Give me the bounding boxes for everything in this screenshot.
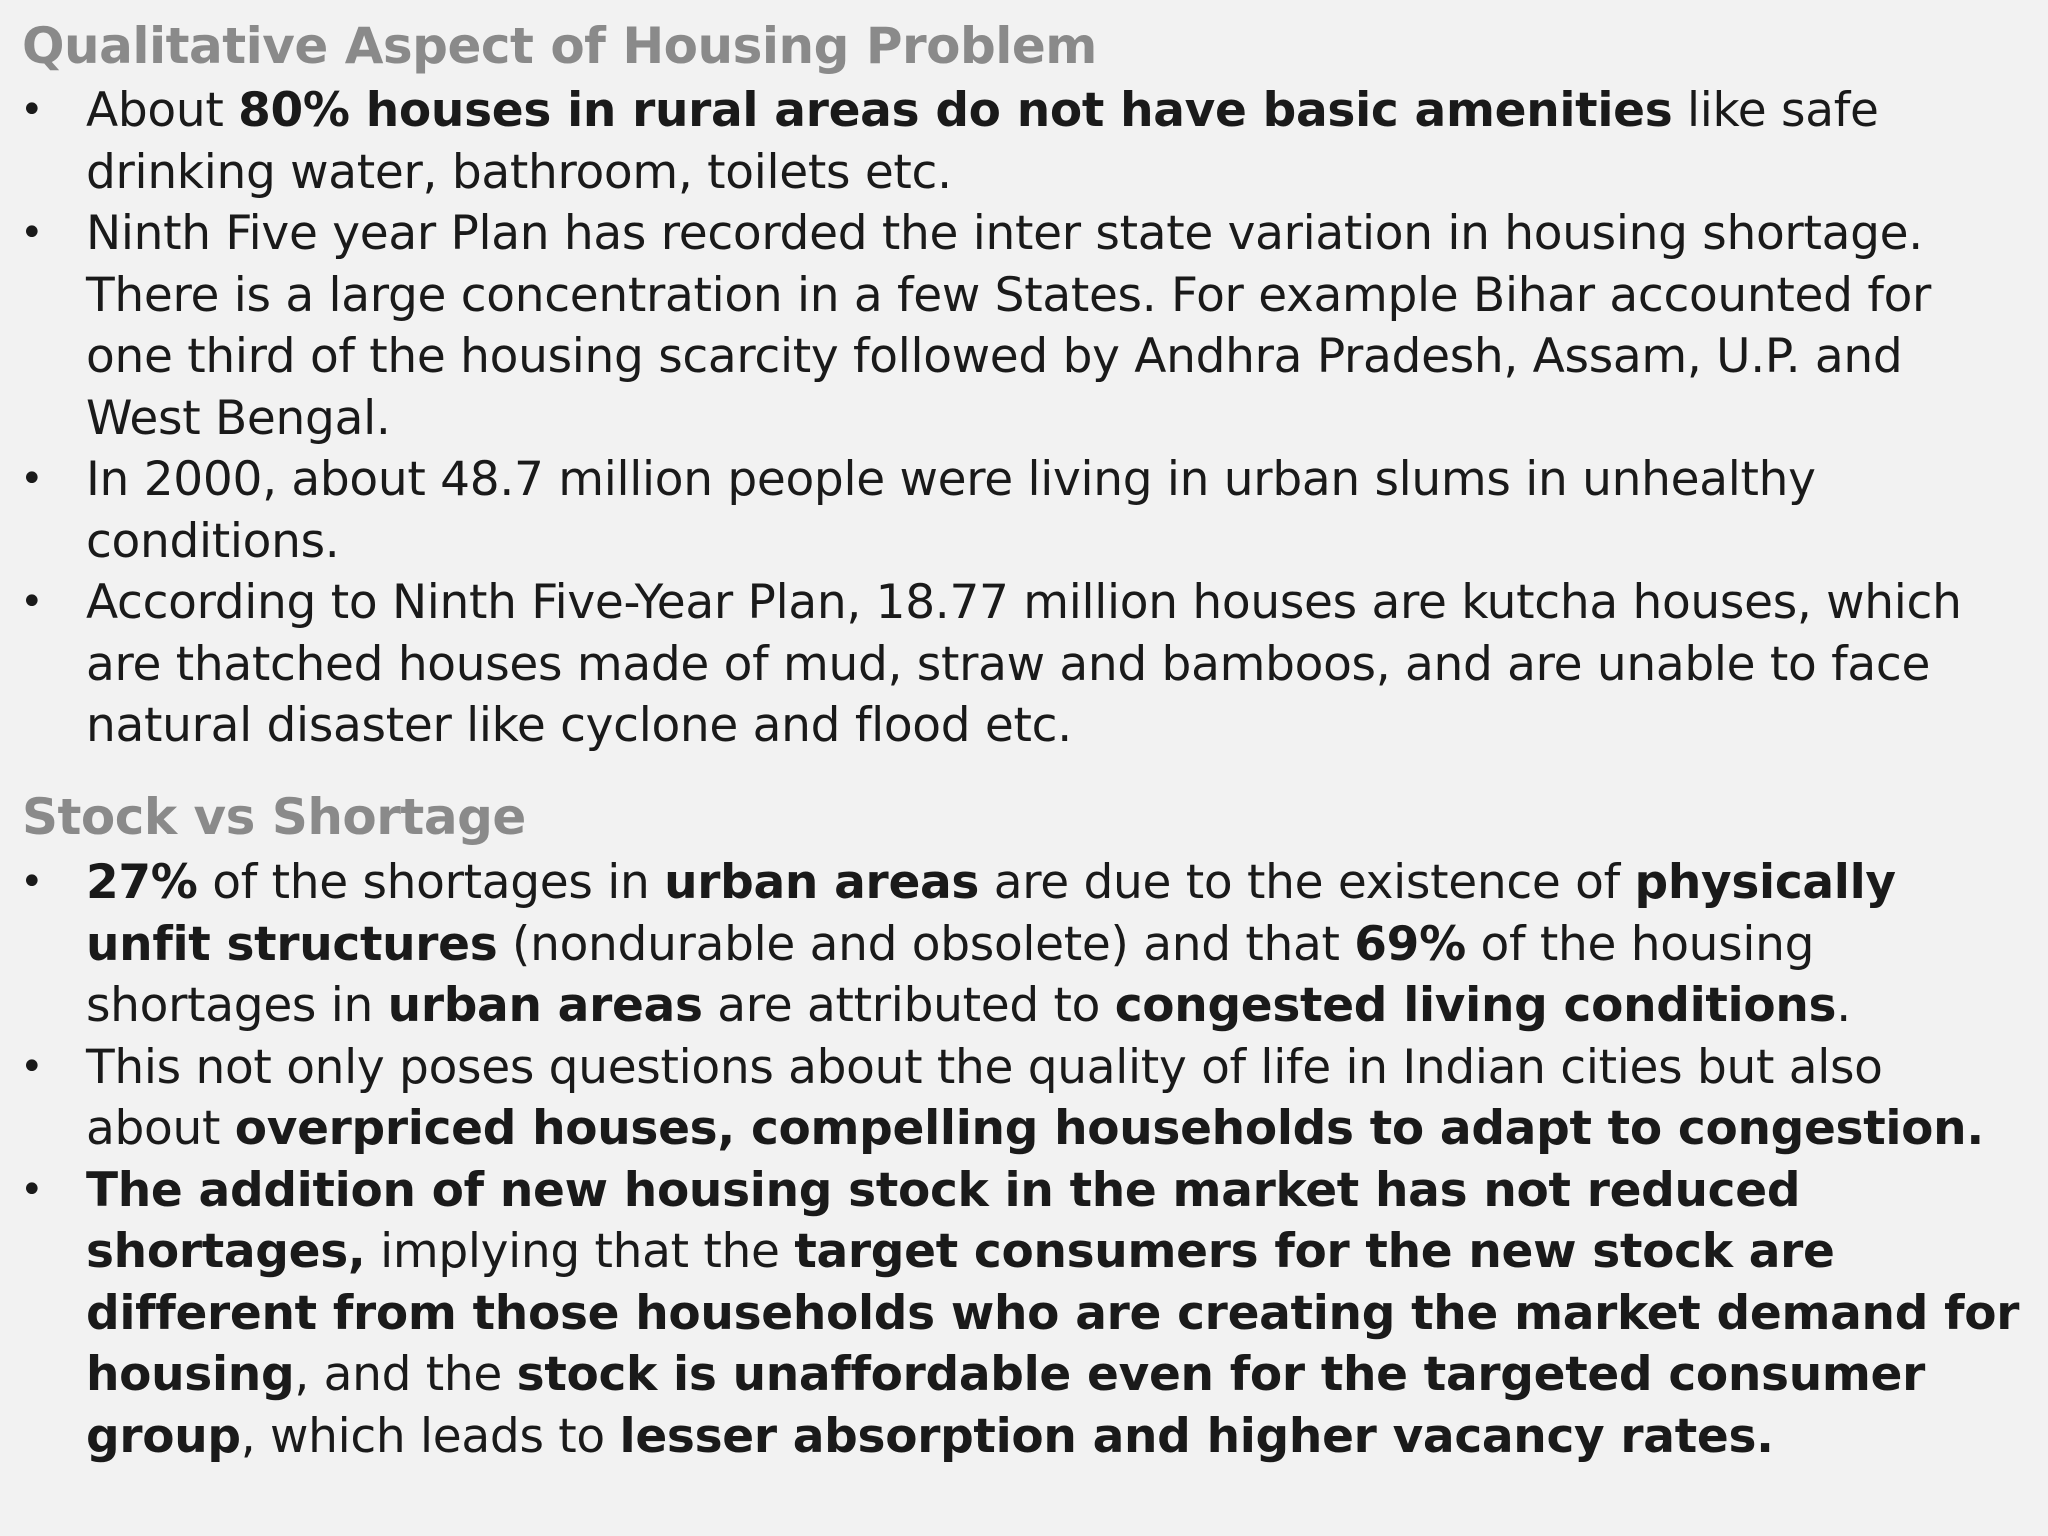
- text-segment: are due to the existence of: [979, 855, 1635, 910]
- bold-text-segment: target consumers for the new stock are different from those households who are creating the market demand for housing: [86, 1224, 2020, 1402]
- text-segment: , and the: [294, 1347, 517, 1402]
- bold-text-segment: 80% houses in rural areas do not have basic amenities: [238, 83, 1673, 138]
- bullet-item: [0, 80, 2030, 203]
- bold-text-segment: congested living conditions: [1114, 978, 1837, 1033]
- bold-text-segment: overpriced houses, compelling households to adapt to congestion.: [234, 1101, 1984, 1156]
- text-segment: (nondurable and obsolete) and that: [497, 916, 1355, 972]
- bullet-item: [0, 449, 2030, 572]
- bold-text-segment: urban areas: [387, 978, 703, 1033]
- text-segment: In 2000, about 48.7 million people were living in urban slums in unhealthy conditions.: [86, 452, 1816, 569]
- text-segment: implying that the: [365, 1224, 795, 1279]
- bullet-list-qualitative: [0, 80, 2030, 757]
- bold-text-segment: 69%: [1354, 916, 1466, 972]
- bullet-item: [0, 852, 2030, 1037]
- text-segment: About: [86, 83, 239, 138]
- text-segment: .: [1836, 978, 1851, 1033]
- section-title-qualitative: Qualitative Aspect of Housing Problem: [22, 17, 1097, 75]
- text-segment: of the shortages in: [197, 855, 665, 910]
- bold-text-segment: 27%: [86, 855, 198, 910]
- text-segment: Ninth Five year Plan has recorded the inter state variation in housing shortage. There is a large concentration in a few States. For example Bihar accounted for one third of the housing scarcity followed by Andhra Pradesh, Assam, U.P. and West Bengal.: [86, 206, 1932, 446]
- text-segment: According to Ninth Five-Year Plan, 18.77 million houses are kutcha houses, which are thatched houses made of mud, straw and bamboos, and are unable to face natural disaster like cyclone and flood etc.: [86, 575, 1962, 753]
- bold-text-segment: stock is unaffordable even for the targeted consumer group: [86, 1347, 1926, 1464]
- section-title-stock-vs-shortage: Stock vs Shortage: [22, 788, 526, 846]
- bullet-item: [0, 1160, 2030, 1468]
- bullet-item: [0, 203, 2030, 449]
- text-segment: , which leads to: [240, 1408, 620, 1464]
- bold-text-segment: The addition of new housing stock in the market has not reduced shortages,: [86, 1162, 1801, 1279]
- text-segment: are attributed to: [702, 978, 1115, 1033]
- text-segment: like safe drinking water, bathroom, toilets etc.: [86, 83, 1879, 200]
- bullet-item: [0, 1037, 2030, 1160]
- bold-text-segment: lesser absorption and higher vacancy rates.: [619, 1408, 1774, 1464]
- text-segment: This not only poses questions about the quality of life in Indian cities but also about: [86, 1039, 1883, 1156]
- bold-text-segment: physically unfit structures: [86, 855, 1896, 972]
- text-segment: of the housing shortages in: [86, 916, 1815, 1033]
- bullet-list-stock-vs-shortage: [0, 852, 2030, 1467]
- bullet-item: [0, 572, 2030, 757]
- bold-text-segment: urban areas: [664, 855, 980, 910]
